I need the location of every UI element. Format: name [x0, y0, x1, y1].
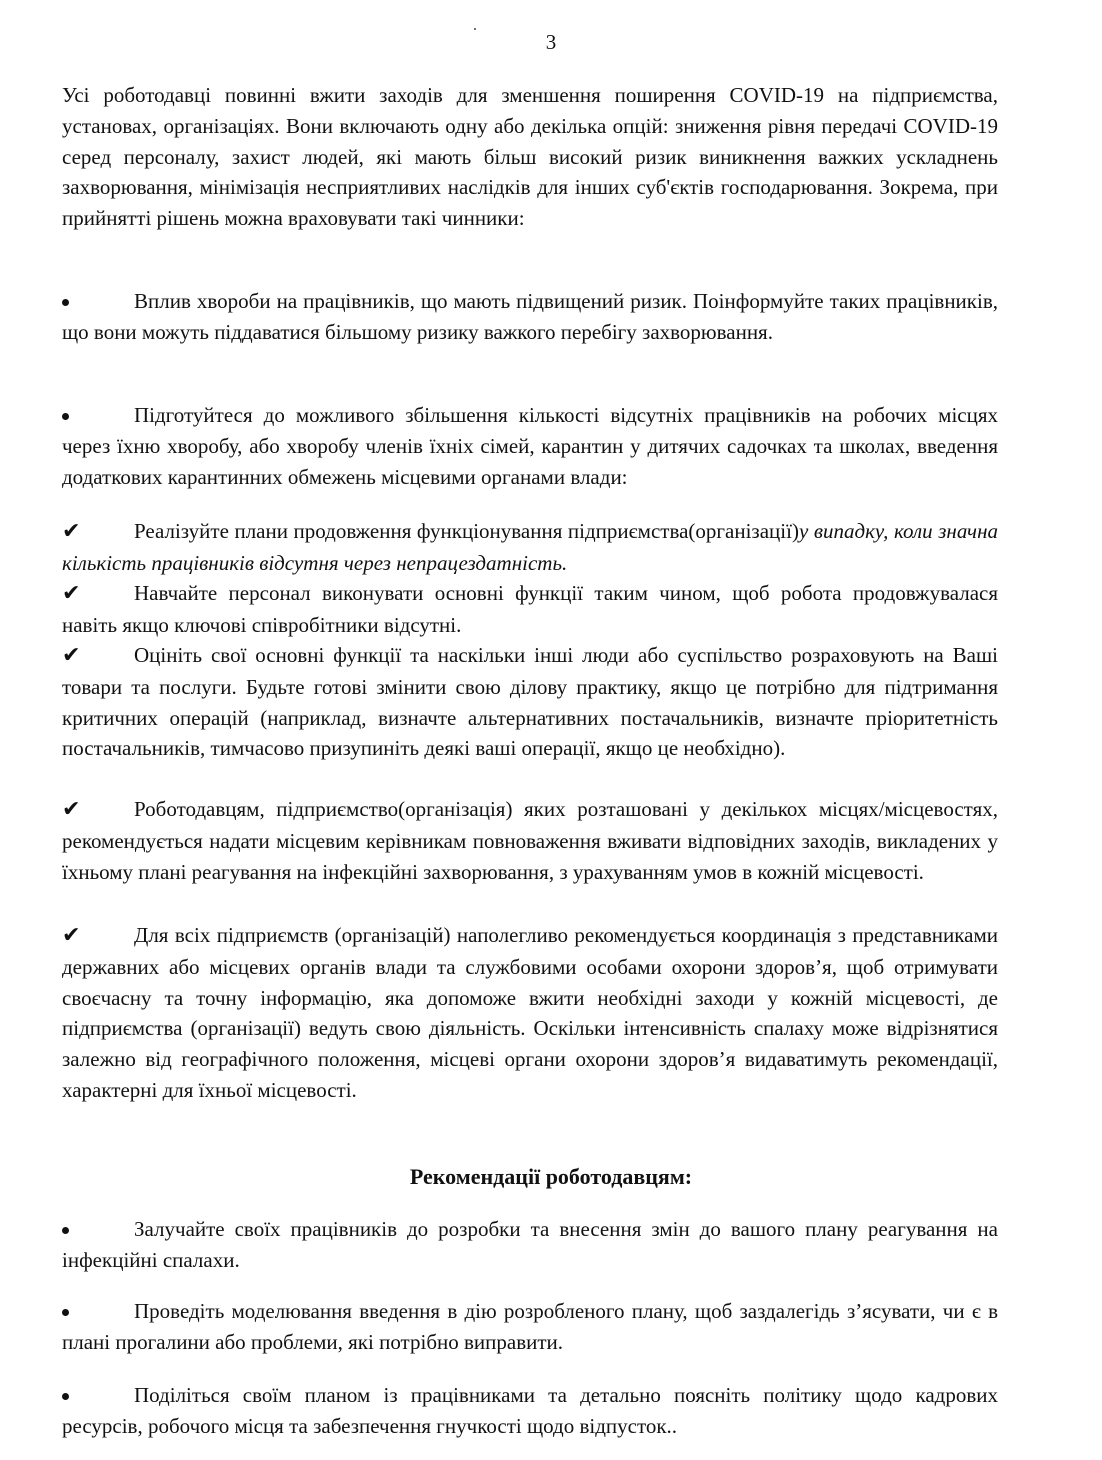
bullet-item-1	[62, 286, 998, 348]
recommendation-item-text: Проведіть моделювання введення в дію розробленого плану, щоб заздалегідь з’ясувати, чи є в плані прогалини або проблеми, які потрібно виправити.	[62, 1299, 998, 1354]
check-item-4	[62, 794, 998, 887]
bullet-dot-icon	[62, 400, 134, 431]
check-item-text: Роботодавцям, підприємство(організація) яких розташовані у декількох місцях/місцевостях, рекомендується надати місцевим керівникам повноваження вживати відповідних заходів, викладених у їхньому плані реагування на інфекційні захворювання, з урахуванням умов в кожній місцевості.	[62, 797, 998, 884]
bullet-item-text: Підготуйтеся до можливого збільшення кількості відсутніх працівників на робочих місцях через їхню хворобу, або хворобу членів їхніх сімей, карантин у дитячих садочках та школах, введення додаткових карантинних обмежень місцевими органами влади:	[62, 403, 998, 489]
check-mark-icon: ✔	[62, 519, 81, 544]
check-mark-icon: ✔	[62, 643, 81, 668]
recommendation-item-text: Залучайте своїх працівників до розробки та внесення змін до вашого плану реагування на інфекційні спалахи.	[62, 1217, 998, 1272]
check-item-5	[62, 920, 998, 1106]
check-item-text: Реалізуйте плани продовження функціонування підприємства(організації)	[134, 519, 799, 543]
recommendation-item-text: Поділіться своїм планом із працівниками та детально поясніть політику щодо кадрових ресурсів, робочого місця та забезпечення гнучкості щодо відпусток..	[62, 1383, 998, 1438]
check-mark-icon: ✔	[62, 797, 81, 822]
check-item-text: Навчайте персонал виконувати основні функції таким чином, щоб робота продовжувалася навіть якщо ключові співробітники відсутні.	[62, 581, 998, 637]
recommendation-item-3	[62, 1380, 998, 1442]
check-item-3	[62, 640, 998, 764]
bullet-dot-icon	[62, 1296, 134, 1327]
recommendation-item-2	[62, 1296, 998, 1358]
check-item-text: Для всіх підприємств (організацій) наполегливо рекомендується координація з представниками державних або місцевих органів влади та службовими особами охорони здоров’я, щоб отримувати своєчасну та точну інформацію, яка допоможе вжити необхідні заходи у кожній місцевості, де підприємства (організації) ведуть свою діяльність. Оскільки інтенсивність спалаху може відрізнятися залежно від географічного положення, місцеві органи охорони здоров’я видаватимуть рекомендації, характерні для їхньої місцевості.	[62, 923, 998, 1102]
intro-paragraph: Усі роботодавці повинні вжити заходів для зменшення поширення COVID-19 на підприємства, установах, організаціях. Вони включають одну або декілька опцій: зниження рівня передачі COVID-19 серед персоналу, захист людей, які мають більш високий ризик виникнення важких ускладнень захворювання, мінімізація несприятливих наслідків для інших суб'єктів господарювання. Зокрема, при прийнятті рішень можна враховувати такі чинники:	[62, 83, 998, 231]
bullet-dot-icon	[62, 1380, 134, 1411]
check-item-italic-text: у випадку, коли значна кількість працівників відсутня через непрацездатність.	[62, 519, 998, 575]
bullet-dot-icon	[62, 1214, 134, 1245]
bullet-item-text: Вплив хвороби на працівників, що мають підвищений ризик. Поінформуйте таких працівників, що вони можуть піддаватися більшому ризику важкого перебігу захворювання.	[62, 289, 998, 344]
recommendations-heading: Рекомендації роботодавцям:	[409, 1164, 693, 1189]
bullet-item-2	[62, 400, 998, 492]
check-mark-icon: ✔	[62, 923, 81, 948]
check-item-text: Оцініть свої основні функції та наскільки інші люди або суспільство розраховують на Ваші товари та послуги. Будьте готові змінити свою ділову практику, якщо це потрібно для підтримання критичних операцій (наприклад, визначте альтернативних постачальників, визначте пріоритетність постачальників, тимчасово призупиніть деякі ваші операції, якщо це необхідно).	[62, 643, 998, 761]
check-mark-icon: ✔	[62, 581, 81, 606]
check-item-1	[62, 516, 998, 579]
check-item-2	[62, 578, 998, 641]
page-number: 3	[545, 30, 557, 54]
bullet-dot-icon	[62, 286, 134, 317]
recommendation-item-1	[62, 1214, 998, 1276]
